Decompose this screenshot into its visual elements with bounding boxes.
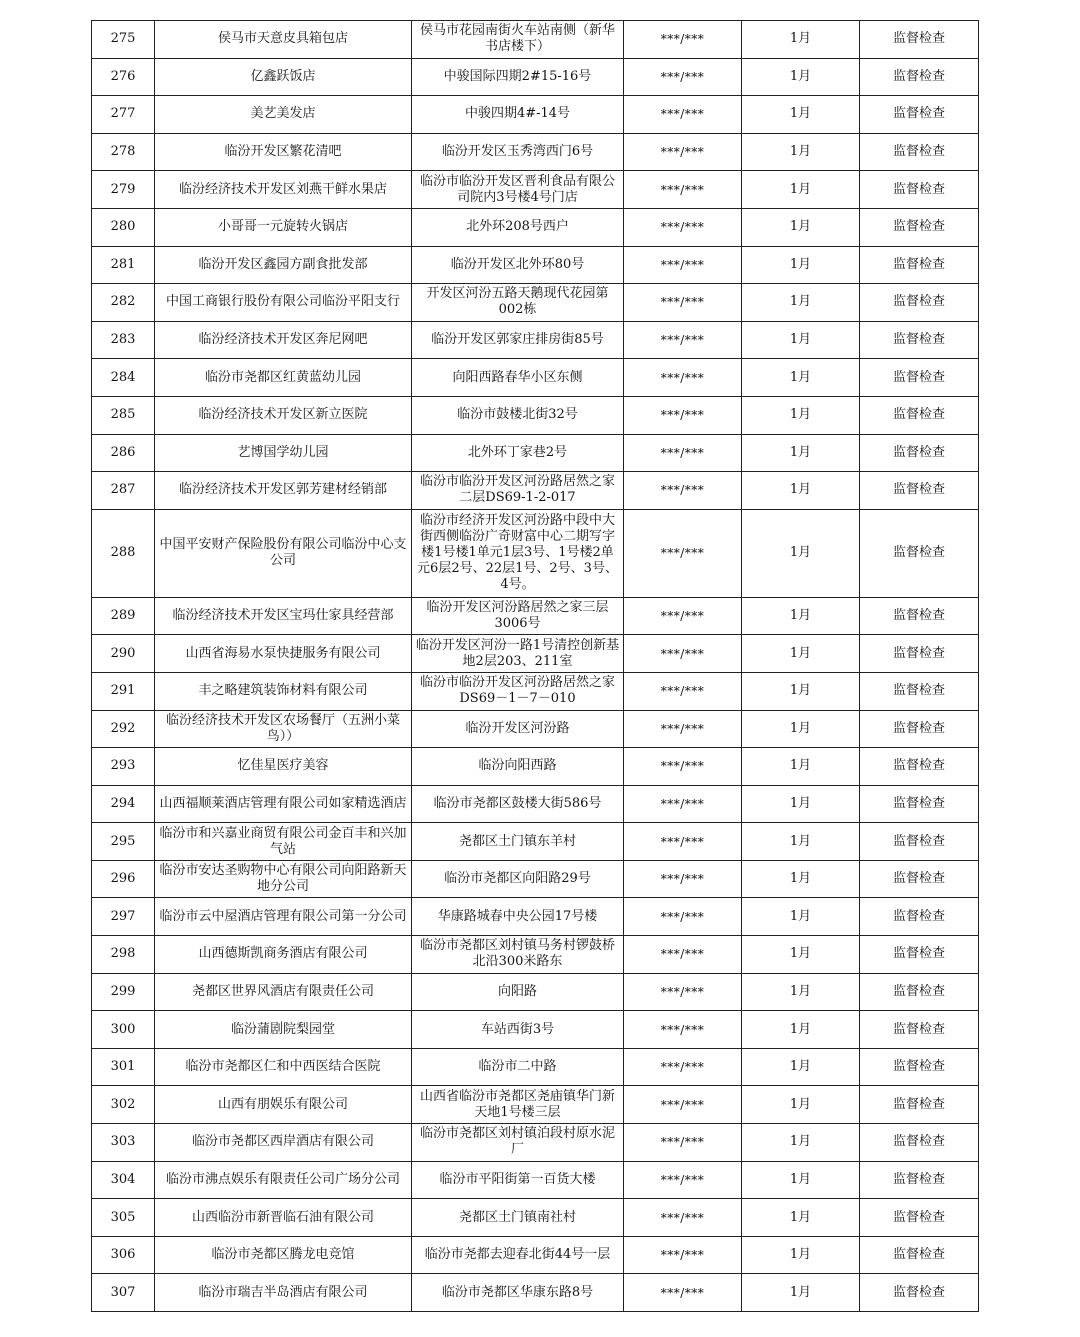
- masked-code: ***/***: [624, 472, 742, 510]
- table-row: [92, 1124, 979, 1162]
- entity-name: 临汾经济技术开发区郭芳建材经销部: [155, 472, 412, 510]
- row-number: 284: [92, 359, 155, 397]
- masked-code: ***/***: [624, 1011, 742, 1049]
- table-row: [92, 208, 979, 246]
- masked-code: ***/***: [624, 1199, 742, 1237]
- row-number: 306: [92, 1236, 155, 1274]
- inspection-month: 1月: [742, 472, 860, 510]
- entity-name: 临汾市尧都区红黄蓝幼儿园: [155, 359, 412, 397]
- inspection-type: 监督检查: [860, 321, 979, 359]
- row-number: 301: [92, 1048, 155, 1086]
- row-number: 277: [92, 96, 155, 134]
- table-row: [92, 396, 979, 434]
- inspection-month: 1月: [742, 208, 860, 246]
- entity-address: 中骏四期4#-14号: [412, 96, 624, 134]
- table-row: [92, 973, 979, 1011]
- entity-address: 临汾开发区玉秀湾西门6号: [412, 133, 624, 171]
- table-row: [92, 58, 979, 96]
- inspection-type: 监督检查: [860, 672, 979, 710]
- masked-code: ***/***: [624, 785, 742, 823]
- entity-name: 临汾经济技术开发区农场餐厅（五洲小菜鸟））: [155, 710, 412, 748]
- row-number: 275: [92, 21, 155, 59]
- inspection-type: 监督检查: [860, 1161, 979, 1199]
- masked-code: ***/***: [624, 1086, 742, 1124]
- entity-name: 侯马市天意皮具箱包店: [155, 21, 412, 59]
- entity-name: 尧都区世界风酒店有限责任公司: [155, 973, 412, 1011]
- table-row: [92, 1011, 979, 1049]
- masked-code: ***/***: [624, 509, 742, 597]
- row-number: 287: [92, 472, 155, 510]
- entity-name: 临汾市沸点娱乐有限责任公司广场分公司: [155, 1161, 412, 1199]
- masked-code: ***/***: [624, 898, 742, 936]
- masked-code: ***/***: [624, 321, 742, 359]
- inspection-type: 监督检查: [860, 133, 979, 171]
- entity-name: 临汾经济技术开发区宝玛仕家具经营部: [155, 597, 412, 635]
- inspection-month: 1月: [742, 171, 860, 209]
- inspection-month: 1月: [742, 1011, 860, 1049]
- entity-address: 临汾市尧都去迎春北街44号一层: [412, 1236, 624, 1274]
- inspection-month: 1月: [742, 284, 860, 322]
- entity-address: 侯马市花园南街火车站南侧（新华书店楼下）: [412, 21, 624, 59]
- table-row: [92, 936, 979, 974]
- entity-name: 临汾市尧都区仁和中西医结合医院: [155, 1048, 412, 1086]
- entity-name: 临汾经济技术开发区新立医院: [155, 396, 412, 434]
- entity-address: 临汾市尧都区华康东路8号: [412, 1274, 624, 1312]
- inspection-type: 监督检查: [860, 860, 979, 898]
- entity-name: 山西临汾市新晋临石油有限公司: [155, 1199, 412, 1237]
- entity-address: 临汾市临汾开发区河汾路居然之家二层DS69-1-2-017: [412, 472, 624, 510]
- entity-name: 临汾开发区繁花清吧: [155, 133, 412, 171]
- entity-address: 临汾市二中路: [412, 1048, 624, 1086]
- masked-code: ***/***: [624, 359, 742, 397]
- entity-address: 临汾市平阳街第一百货大楼: [412, 1161, 624, 1199]
- inspection-month: 1月: [742, 785, 860, 823]
- table-row: [92, 635, 979, 673]
- entity-name: 临汾市尧都区西岸酒店有限公司: [155, 1124, 412, 1162]
- inspection-month: 1月: [742, 936, 860, 974]
- table-row: [92, 748, 979, 786]
- entity-name: 丰之略建筑装饰材料有限公司: [155, 672, 412, 710]
- masked-code: ***/***: [624, 936, 742, 974]
- inspection-type: 监督检查: [860, 284, 979, 322]
- inspection-month: 1月: [742, 58, 860, 96]
- entity-address: 华康路城春中央公园17号楼: [412, 898, 624, 936]
- entity-address: 尧都区土门镇南社村: [412, 1199, 624, 1237]
- table-row: [92, 785, 979, 823]
- table-row: [92, 1161, 979, 1199]
- inspection-type: 监督检查: [860, 1199, 979, 1237]
- masked-code: ***/***: [624, 672, 742, 710]
- inspection-month: 1月: [742, 321, 860, 359]
- entity-address: 临汾市临汾开发区晋利食品有限公司院内3号楼4号门店: [412, 171, 624, 209]
- masked-code: ***/***: [624, 823, 742, 861]
- entity-name: 临汾开发区鑫园方副食批发部: [155, 246, 412, 284]
- inspection-type: 监督检查: [860, 936, 979, 974]
- entity-address: 北外环丁家巷2号: [412, 434, 624, 472]
- masked-code: ***/***: [624, 1161, 742, 1199]
- entity-name: 临汾经济技术开发区刘燕干鲜水果店: [155, 171, 412, 209]
- row-number: 305: [92, 1199, 155, 1237]
- row-number: 289: [92, 597, 155, 635]
- inspection-month: 1月: [742, 748, 860, 786]
- inspection-month: 1月: [742, 509, 860, 597]
- table-row: [92, 1048, 979, 1086]
- row-number: 291: [92, 672, 155, 710]
- masked-code: ***/***: [624, 171, 742, 209]
- inspection-month: 1月: [742, 1086, 860, 1124]
- table-row: [92, 597, 979, 635]
- table-row: [92, 1236, 979, 1274]
- entity-address: 临汾市临汾开发区河汾路居然之家DS69－1－7－010: [412, 672, 624, 710]
- row-number: 295: [92, 823, 155, 861]
- entity-address: 临汾市经济开发区河汾路中段中大街西侧临汾广奇财富中心二期写字楼1号楼1单元1层3号、1号楼2单元6层2号、22层1号、2号、3号、4号。: [412, 509, 624, 597]
- table-row: [92, 434, 979, 472]
- table-body: [92, 21, 979, 1312]
- inspection-type: 监督检查: [860, 1124, 979, 1162]
- table-row: [92, 472, 979, 510]
- inspection-type: 监督检查: [860, 21, 979, 59]
- inspection-type: 监督检查: [860, 1236, 979, 1274]
- inspection-month: 1月: [742, 359, 860, 397]
- row-number: 293: [92, 748, 155, 786]
- entity-name: 山西德斯凯商务酒店有限公司: [155, 936, 412, 974]
- inspection-type: 监督检查: [860, 785, 979, 823]
- entity-name: 中国平安财产保险股份有限公司临汾中心支公司: [155, 509, 412, 597]
- inspection-month: 1月: [742, 396, 860, 434]
- inspection-type: 监督检查: [860, 1274, 979, 1312]
- table-row: [92, 1199, 979, 1237]
- entity-name: 临汾市安达圣购物中心有限公司向阳路新天地分公司: [155, 860, 412, 898]
- table-row: [92, 509, 979, 597]
- entity-address: 山西省临汾市尧都区尧庙镇华门新天地1号楼三层: [412, 1086, 624, 1124]
- entity-name: 临汾市瑞吉半岛酒店有限公司: [155, 1274, 412, 1312]
- inspection-type: 监督检查: [860, 396, 979, 434]
- entity-address: 临汾开发区河汾路: [412, 710, 624, 748]
- inspection-type: 监督检查: [860, 171, 979, 209]
- table-row: [92, 96, 979, 134]
- inspection-month: 1月: [742, 1124, 860, 1162]
- inspection-month: 1月: [742, 21, 860, 59]
- inspection-table: [91, 20, 979, 1312]
- row-number: 279: [92, 171, 155, 209]
- entity-address: 中骏国际四期2#15-16号: [412, 58, 624, 96]
- masked-code: ***/***: [624, 21, 742, 59]
- table-row: [92, 171, 979, 209]
- inspection-type: 监督检查: [860, 58, 979, 96]
- row-number: 282: [92, 284, 155, 322]
- inspection-type: 监督检查: [860, 472, 979, 510]
- inspection-month: 1月: [742, 710, 860, 748]
- entity-address: 车站西街3号: [412, 1011, 624, 1049]
- masked-code: ***/***: [624, 434, 742, 472]
- entity-name: 亿鑫跃饭店: [155, 58, 412, 96]
- row-number: 285: [92, 396, 155, 434]
- entity-address: 临汾市尧都区刘村镇泊段村原水泥厂: [412, 1124, 624, 1162]
- entity-name: 中国工商银行股份有限公司临汾平阳支行: [155, 284, 412, 322]
- inspection-type: 监督检查: [860, 1011, 979, 1049]
- inspection-month: 1月: [742, 246, 860, 284]
- entity-name: 临汾市和兴嘉业商贸有限公司金百丰和兴加气站: [155, 823, 412, 861]
- masked-code: ***/***: [624, 133, 742, 171]
- entity-address: 开发区河汾五路天鹅现代花园第002栋: [412, 284, 624, 322]
- masked-code: ***/***: [624, 710, 742, 748]
- inspection-month: 1月: [742, 823, 860, 861]
- row-number: 299: [92, 973, 155, 1011]
- masked-code: ***/***: [624, 973, 742, 1011]
- entity-address: 临汾市鼓楼北街32号: [412, 396, 624, 434]
- inspection-month: 1月: [742, 597, 860, 635]
- inspection-month: 1月: [742, 1048, 860, 1086]
- inspection-type: 监督检查: [860, 208, 979, 246]
- inspection-month: 1月: [742, 133, 860, 171]
- entity-name: 山西省海易水泵快捷服务有限公司: [155, 635, 412, 673]
- masked-code: ***/***: [624, 597, 742, 635]
- table-row: [92, 1086, 979, 1124]
- masked-code: ***/***: [624, 635, 742, 673]
- entity-name: 山西有朋娱乐有限公司: [155, 1086, 412, 1124]
- row-number: 278: [92, 133, 155, 171]
- entity-address: 临汾市尧都区向阳路29号: [412, 860, 624, 898]
- row-number: 292: [92, 710, 155, 748]
- row-number: 280: [92, 208, 155, 246]
- inspection-type: 监督检查: [860, 96, 979, 134]
- table-row: [92, 21, 979, 59]
- table-row: [92, 898, 979, 936]
- row-number: 296: [92, 860, 155, 898]
- row-number: 288: [92, 509, 155, 597]
- table-row: [92, 133, 979, 171]
- inspection-type: 监督检查: [860, 597, 979, 635]
- row-number: 281: [92, 246, 155, 284]
- row-number: 300: [92, 1011, 155, 1049]
- inspection-type: 监督检查: [860, 509, 979, 597]
- entity-name: 临汾蒲剧院梨园堂: [155, 1011, 412, 1049]
- row-number: 304: [92, 1161, 155, 1199]
- inspection-month: 1月: [742, 860, 860, 898]
- row-number: 303: [92, 1124, 155, 1162]
- row-number: 290: [92, 635, 155, 673]
- inspection-type: 监督检查: [860, 898, 979, 936]
- row-number: 276: [92, 58, 155, 96]
- entity-address: 临汾向阳西路: [412, 748, 624, 786]
- entity-name: 忆佳星医疗美容: [155, 748, 412, 786]
- table-row: [92, 284, 979, 322]
- inspection-month: 1月: [742, 672, 860, 710]
- masked-code: ***/***: [624, 396, 742, 434]
- inspection-type: 监督检查: [860, 973, 979, 1011]
- inspection-month: 1月: [742, 434, 860, 472]
- masked-code: ***/***: [624, 860, 742, 898]
- inspection-type: 监督检查: [860, 359, 979, 397]
- inspection-type: 监督检查: [860, 1086, 979, 1124]
- inspection-type: 监督检查: [860, 1048, 979, 1086]
- row-number: 307: [92, 1274, 155, 1312]
- row-number: 283: [92, 321, 155, 359]
- row-number: 302: [92, 1086, 155, 1124]
- table-row: [92, 710, 979, 748]
- entity-name: 临汾市云中屋酒店管理有限公司第一分公司: [155, 898, 412, 936]
- inspection-type: 监督检查: [860, 635, 979, 673]
- entity-address: 临汾市尧都区鼓楼大街586号: [412, 785, 624, 823]
- inspection-month: 1月: [742, 1274, 860, 1312]
- table-row: [92, 672, 979, 710]
- entity-name: 山西福顺莱酒店管理有限公司如家精选酒店: [155, 785, 412, 823]
- row-number: 298: [92, 936, 155, 974]
- table-row: [92, 860, 979, 898]
- entity-address: 临汾市尧都区刘村镇马务村锣鼓桥北沿300米路东: [412, 936, 624, 974]
- table-row: [92, 1274, 979, 1312]
- entity-address: 临汾开发区河汾路居然之家三层3006号: [412, 597, 624, 635]
- masked-code: ***/***: [624, 284, 742, 322]
- masked-code: ***/***: [624, 748, 742, 786]
- inspection-month: 1月: [742, 635, 860, 673]
- inspection-type: 监督检查: [860, 434, 979, 472]
- entity-name: 临汾经济技术开发区奔尼网吧: [155, 321, 412, 359]
- row-number: 294: [92, 785, 155, 823]
- masked-code: ***/***: [624, 208, 742, 246]
- entity-address: 临汾开发区北外环80号: [412, 246, 624, 284]
- masked-code: ***/***: [624, 246, 742, 284]
- row-number: 297: [92, 898, 155, 936]
- masked-code: ***/***: [624, 96, 742, 134]
- inspection-month: 1月: [742, 96, 860, 134]
- entity-address: 临汾开发区河汾一路1号清控创新基地2层203、211室: [412, 635, 624, 673]
- entity-name: 美艺美发店: [155, 96, 412, 134]
- inspection-month: 1月: [742, 1161, 860, 1199]
- entity-address: 向阳西路春华小区东侧: [412, 359, 624, 397]
- entity-address: 尧都区土门镇东羊村: [412, 823, 624, 861]
- table-row: [92, 246, 979, 284]
- inspection-type: 监督检查: [860, 710, 979, 748]
- masked-code: ***/***: [624, 1048, 742, 1086]
- table-row: [92, 823, 979, 861]
- masked-code: ***/***: [624, 1236, 742, 1274]
- entity-address: 北外环208号西户: [412, 208, 624, 246]
- row-number: 286: [92, 434, 155, 472]
- inspection-month: 1月: [742, 973, 860, 1011]
- entity-name: 临汾市尧都区腾龙电竞馆: [155, 1236, 412, 1274]
- entity-name: 小哥哥一元旋转火锅店: [155, 208, 412, 246]
- table-row: [92, 321, 979, 359]
- masked-code: ***/***: [624, 1124, 742, 1162]
- inspection-type: 监督检查: [860, 823, 979, 861]
- inspection-month: 1月: [742, 1236, 860, 1274]
- entity-name: 艺博国学幼儿园: [155, 434, 412, 472]
- entity-address: 临汾开发区郭家庄排房街85号: [412, 321, 624, 359]
- inspection-month: 1月: [742, 898, 860, 936]
- table-row: [92, 359, 979, 397]
- inspection-type: 监督检查: [860, 748, 979, 786]
- inspection-month: 1月: [742, 1199, 860, 1237]
- masked-code: ***/***: [624, 58, 742, 96]
- entity-address: 向阳路: [412, 973, 624, 1011]
- inspection-type: 监督检查: [860, 246, 979, 284]
- masked-code: ***/***: [624, 1274, 742, 1312]
